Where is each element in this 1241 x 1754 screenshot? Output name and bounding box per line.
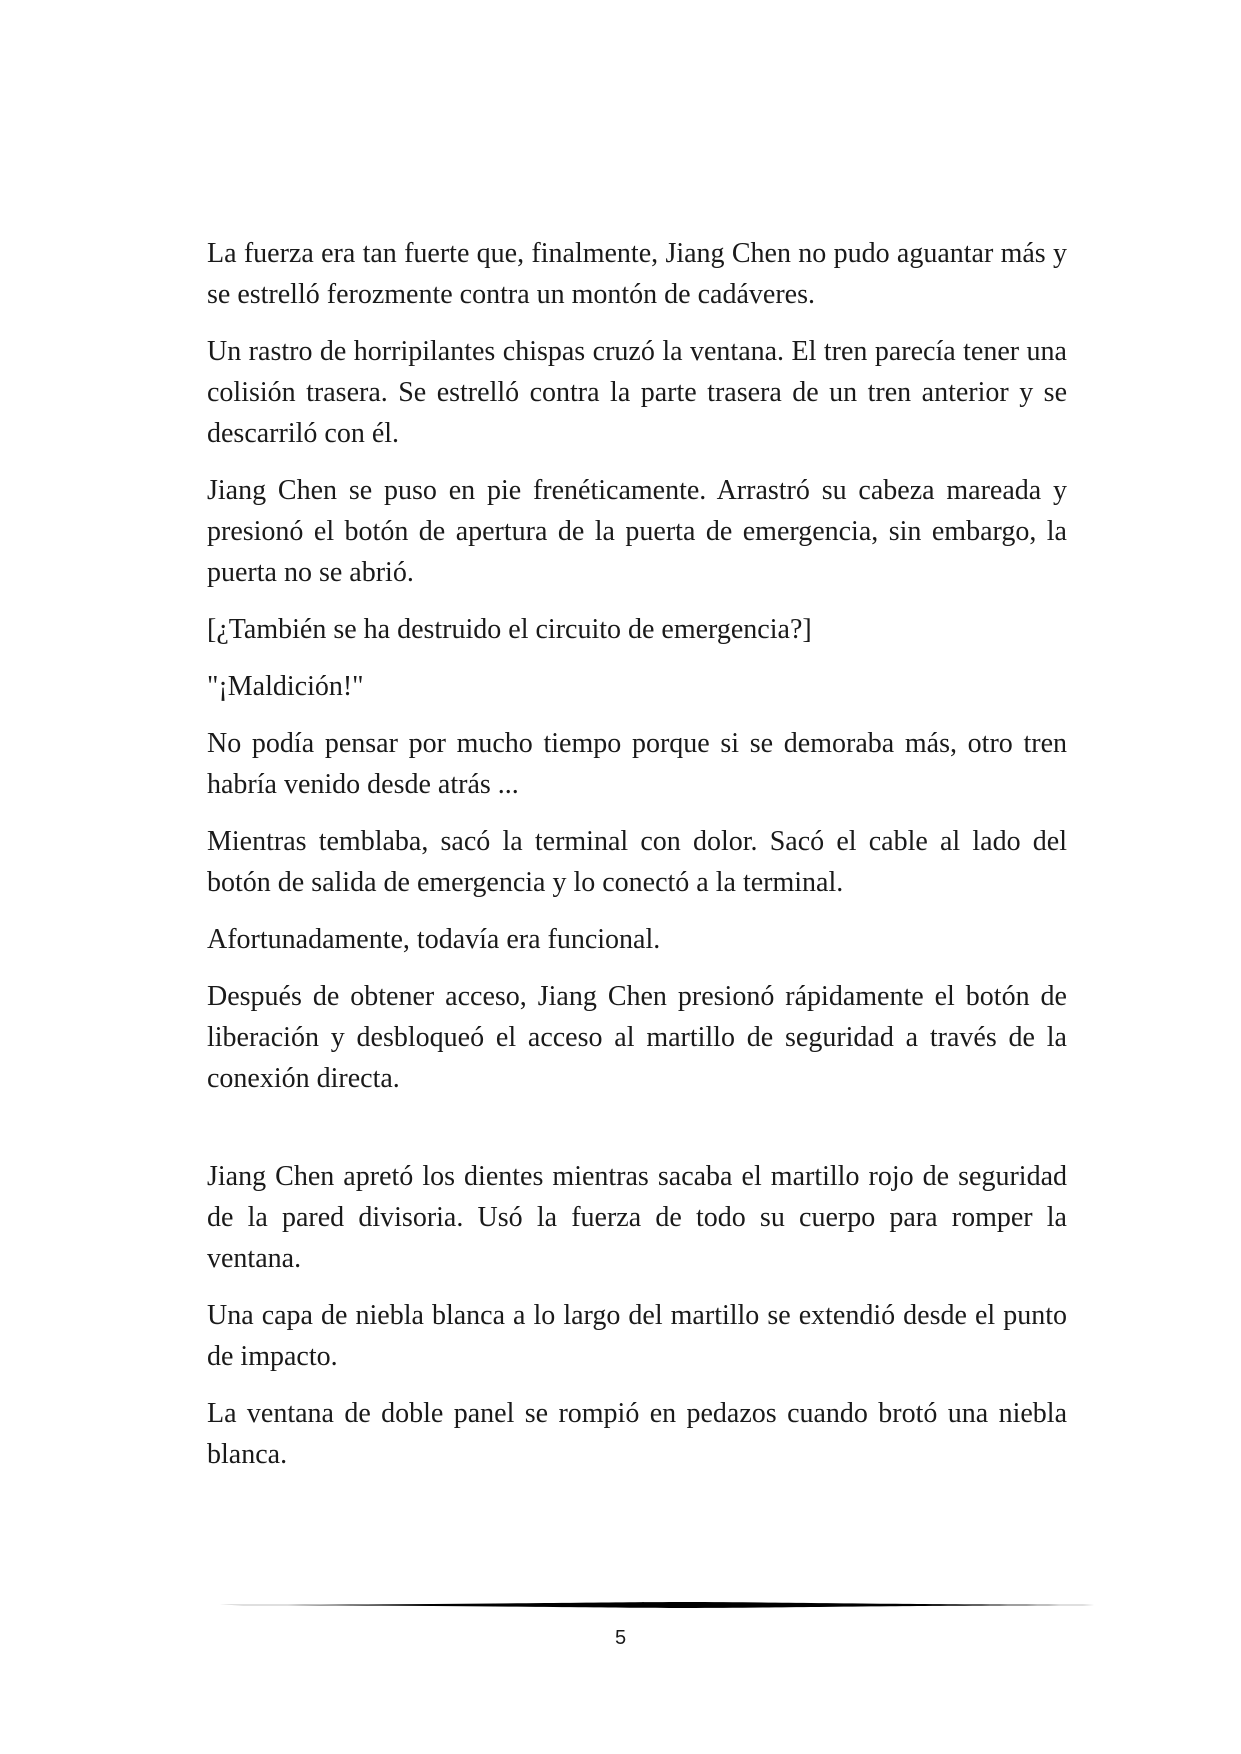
page-number: 5 xyxy=(614,1627,627,1649)
body-text xyxy=(207,233,1067,1491)
paragraph: Mientras temblaba, sacó la terminal con dolor. Sacó el cable al lado del botón de salida de emergencia y lo conectó a la terminal. xyxy=(207,826,1067,898)
paragraph: La fuerza era tan fuerte que, finalmente, Jiang Chen no pudo aguantar más y se estrelló ferozmente contra un montón de cadáveres. xyxy=(207,238,1067,310)
paragraph: Jiang Chen se puso en pie frenéticamente. Arrastró su cabeza mareada y presionó el botón de apertura de la puerta de emergencia, sin embargo, la puerta no se abrió. xyxy=(207,475,1067,588)
paragraph: [¿También se ha destruido el circuito de emergencia?] xyxy=(207,614,812,645)
paragraph: La ventana de doble panel se rompió en pedazos cuando brotó una niebla blanca. xyxy=(207,1398,1067,1470)
paragraph: Afortunadamente, todavía era funcional. xyxy=(207,924,661,955)
footer-rule-stroke xyxy=(207,1602,1107,1608)
paragraph: No podía pensar por mucho tiempo porque si se demoraba más, otro tren habría venido desde atrás ... xyxy=(207,728,1067,800)
footer-rule xyxy=(207,1600,1107,1610)
paragraph: Un rastro de horripilantes chispas cruzó la ventana. El tren parecía tener una colisión trasera. Se estrelló contra la parte trasera de un tren anterior y se descarriló con él. xyxy=(207,336,1067,449)
paragraph: Una capa de niebla blanca a lo largo del martillo se extendió desde el punto de impacto. xyxy=(207,1300,1067,1372)
paragraph: Después de obtener acceso, Jiang Chen presionó rápidamente el botón de liberación y desbloqueó el acceso al martillo de seguridad a través de la conexión directa. xyxy=(207,981,1067,1094)
section-break xyxy=(207,1115,1067,1156)
paragraph: Jiang Chen apretó los dientes mientras sacaba el martillo rojo de seguridad de la pared divisoria. Usó la fuerza de todo su cuerpo para romper la ventana. xyxy=(207,1161,1067,1274)
paragraph: "¡Maldición!" xyxy=(207,671,364,702)
